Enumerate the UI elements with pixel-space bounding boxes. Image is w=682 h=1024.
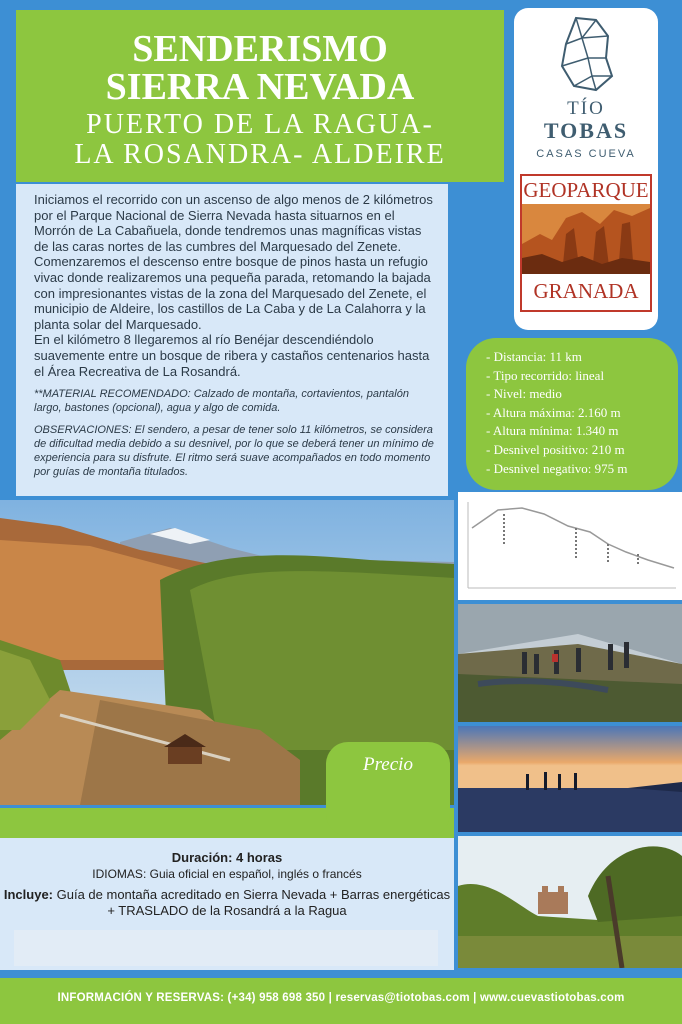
brand-small: TÍO [567,98,605,119]
spec-item: - Tipo recorrido: lineal [486,367,605,383]
languages-text: IDIOMAS: Guia oficial en español, inglés o francés [92,867,362,881]
geoparque-badge [520,174,652,312]
route-specs [466,338,678,490]
castle-photo [458,836,682,968]
subtitle-line-2: LA ROSANDRA- ALDEIRE [74,139,446,170]
contact-text: INFORMACIÓN Y RESERVAS: (+34) 958 698 350 | reservas@tiotobas.com | www.cuevastiotobas.com [57,992,625,1004]
brand-subtitle: CASAS CUEVA [536,148,636,160]
brand-name: TOBAS [543,118,629,143]
includes-text: Incluye: Guía de montaña acreditado en Sierra Nevada + Barras energéticas + TRASLADO de la Rosandrá a la Ragua [3,887,451,918]
title-banner [16,10,504,182]
blank-panel [14,930,438,966]
price-label: Precio [363,754,413,775]
spec-item: - Altura mínima: 1.340 m [486,423,619,439]
subtitle-line-1: PUERTO DE LA RAGUA- [86,109,434,140]
spec-item: - Distancia: 11 km [486,349,582,364]
spec-item: - Altura máxima: 2.160 m [486,404,621,420]
route-description [16,184,448,496]
contact-footer [0,978,682,1024]
geoparque-bottom: GRANADA [533,279,639,303]
spec-item: - Desnivel negativo: 975 m [486,460,628,476]
duration-text: Duración: 4 horas [171,850,283,865]
observaciones-text: OBSERVACIONES: El sendero, a pesar de tener solo 11 kilómetros, se considera de dificultad media debido a su desnivel, por lo que se deberá tener un mínimo de experiencia para su disfrute. El ritmo será suave acompañados en todo momento por guías de montaña titulados. [34,424,434,479]
spec-item: - Nivel: medio [486,386,562,402]
hikers-photo [458,604,682,722]
badlands-icon [522,204,650,274]
title-line-2: SIERRA NEVADA [105,66,415,108]
material-text: **MATERIAL RECOMENDADO: Calzado de montaña, cortavientos, pantalón largo, bastones (opcional), agua y algo de comida. [34,388,409,415]
sunset-hikers-photo [458,726,682,832]
price-badge [326,742,450,836]
elevation-profile [458,492,682,600]
spec-item: - Desnivel positivo: 210 m [486,441,625,457]
logo-card [514,8,658,330]
title-line-1: SENDERISMO [132,28,388,70]
geoparque-top: GEOPARQUE [523,178,649,202]
tio-tobas-logo-icon [556,14,616,94]
description-text: Iniciamos el recorrido con un ascenso de algo menos de 2 kilómetros por el Parque Nacional de Sierra Nevada hasta situarnos en el Morrón de La Cabañuela, donde tendremos unas magníficas vistas de las caras nortes de las cumbres del Marquesado del Zenete. Comenzaremos el descenso entre bosque de pinos hasta un refugio vivac donde realizaremos una pequeña parada, retomando la bajada con impresionantes vistas de la zona del Marquesado del Zenete, el municipio de Aldeire, los castillos de La Caba y de La Calahorra y la planta solar del Marquesado. En el kilómetro 8 llegaremos al río Benéjar descendiéndolo suavemente entre un bosque de ribera y castaños centenarios hasta el Área Recreativa de La Rosandrá. [34,192,433,379]
